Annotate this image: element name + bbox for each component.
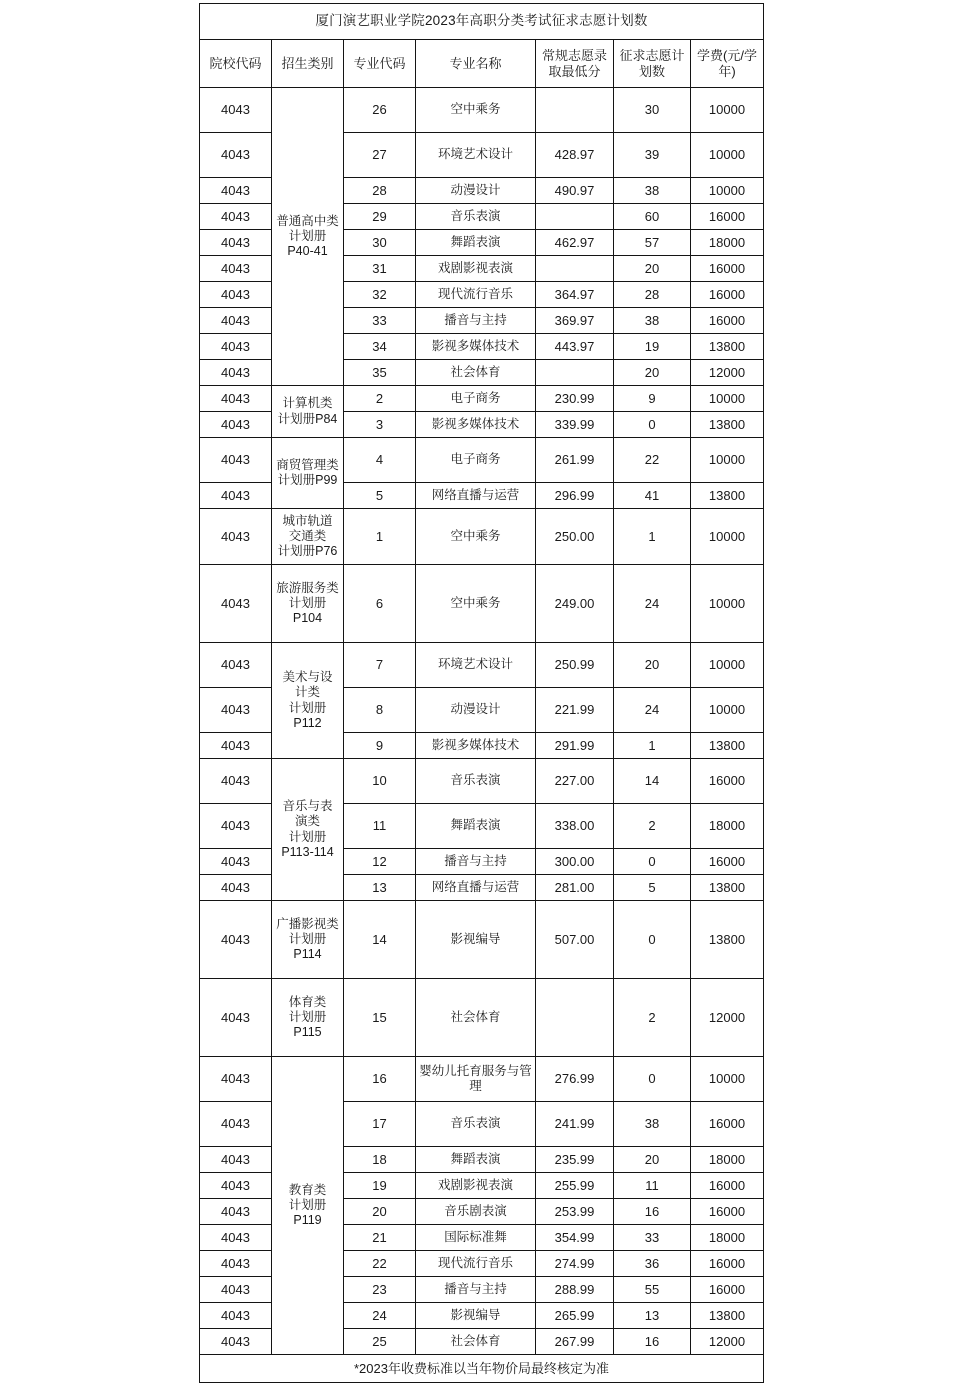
school-code-cell: 4043 [200, 256, 272, 282]
tuition-cell: 13800 [691, 334, 764, 360]
major-code-cell: 20 [344, 1199, 416, 1225]
major-name-cell: 空中乘务 [416, 509, 536, 565]
tuition-cell: 13800 [691, 733, 764, 759]
school-code-cell: 4043 [200, 282, 272, 308]
school-code-cell: 4043 [200, 875, 272, 901]
min-score-cell: 300.00 [536, 849, 614, 875]
school-code-cell: 4043 [200, 1303, 272, 1329]
major-name-cell: 网络直播与运营 [416, 875, 536, 901]
category-cell: 商贸管理类 计划册P99 [272, 438, 344, 509]
major-code-cell: 11 [344, 804, 416, 849]
min-score-cell: 274.99 [536, 1251, 614, 1277]
tuition-cell: 13800 [691, 901, 764, 979]
min-score-cell: 265.99 [536, 1303, 614, 1329]
school-code-cell: 4043 [200, 733, 272, 759]
school-code-cell: 4043 [200, 360, 272, 386]
major-code-cell: 31 [344, 256, 416, 282]
school-code-cell: 4043 [200, 849, 272, 875]
major-name-cell: 音乐表演 [416, 1102, 536, 1147]
plan-count-cell: 57 [614, 230, 691, 256]
plan-count-cell: 33 [614, 1225, 691, 1251]
plan-count-cell: 0 [614, 1057, 691, 1102]
major-name-cell: 影视编导 [416, 1303, 536, 1329]
major-code-cell: 26 [344, 88, 416, 133]
plan-count-cell: 0 [614, 849, 691, 875]
min-score-cell: 281.00 [536, 875, 614, 901]
major-name-cell: 动漫设计 [416, 688, 536, 733]
min-score-cell [536, 204, 614, 230]
major-code-cell: 15 [344, 979, 416, 1057]
tuition-cell: 13800 [691, 1303, 764, 1329]
min-score-cell [536, 979, 614, 1057]
tuition-cell: 10000 [691, 565, 764, 643]
plan-count-cell: 20 [614, 643, 691, 688]
school-code-cell: 4043 [200, 178, 272, 204]
major-code-cell: 1 [344, 509, 416, 565]
table-row [200, 1057, 764, 1102]
plan-count-cell: 38 [614, 1102, 691, 1147]
plan-count-cell: 0 [614, 412, 691, 438]
major-code-cell: 28 [344, 178, 416, 204]
major-name-cell: 现代流行音乐 [416, 282, 536, 308]
tuition-cell: 16000 [691, 1102, 764, 1147]
major-name-cell: 社会体育 [416, 360, 536, 386]
tuition-cell: 12000 [691, 360, 764, 386]
major-code-cell: 6 [344, 565, 416, 643]
plan-count-cell: 14 [614, 759, 691, 804]
major-name-cell: 空中乘务 [416, 565, 536, 643]
major-code-cell: 34 [344, 334, 416, 360]
category-cell: 广播影视类 计划册 P114 [272, 901, 344, 979]
major-name-cell: 婴幼儿托育服务与管理 [416, 1057, 536, 1102]
plan-count-cell: 39 [614, 133, 691, 178]
footer-note: *2023年收费标准以当年物价局最终核定为准 [200, 1355, 764, 1383]
table-row [200, 88, 764, 133]
plan-count-cell: 11 [614, 1173, 691, 1199]
major-code-cell: 30 [344, 230, 416, 256]
min-score-cell: 235.99 [536, 1147, 614, 1173]
major-code-cell: 35 [344, 360, 416, 386]
min-score-cell: 364.97 [536, 282, 614, 308]
min-score-cell: 354.99 [536, 1225, 614, 1251]
tuition-cell: 12000 [691, 979, 764, 1057]
plan-count-cell: 38 [614, 308, 691, 334]
major-name-cell: 播音与主持 [416, 1277, 536, 1303]
min-score-cell: 507.00 [536, 901, 614, 979]
tuition-cell: 18000 [691, 1225, 764, 1251]
tuition-cell: 13800 [691, 875, 764, 901]
school-code-cell: 4043 [200, 1147, 272, 1173]
column-header-1: 招生类别 [272, 40, 344, 88]
tuition-cell: 10000 [691, 688, 764, 733]
min-score-cell [536, 256, 614, 282]
min-score-cell: 490.97 [536, 178, 614, 204]
tuition-cell: 12000 [691, 1329, 764, 1355]
min-score-cell: 443.97 [536, 334, 614, 360]
plan-count-cell: 41 [614, 483, 691, 509]
min-score-cell: 339.99 [536, 412, 614, 438]
school-code-cell: 4043 [200, 88, 272, 133]
major-name-cell: 电子商务 [416, 386, 536, 412]
major-name-cell: 环境艺术设计 [416, 643, 536, 688]
plan-count-cell: 19 [614, 334, 691, 360]
major-code-cell: 8 [344, 688, 416, 733]
min-score-cell: 296.99 [536, 483, 614, 509]
major-code-cell: 3 [344, 412, 416, 438]
min-score-cell [536, 360, 614, 386]
category-cell: 普通高中类 计划册 P40-41 [272, 88, 344, 386]
major-name-cell: 社会体育 [416, 979, 536, 1057]
column-header-5: 征求志愿计划数 [614, 40, 691, 88]
plan-count-cell: 55 [614, 1277, 691, 1303]
min-score-cell: 250.99 [536, 643, 614, 688]
major-name-cell: 现代流行音乐 [416, 1251, 536, 1277]
min-score-cell: 241.99 [536, 1102, 614, 1147]
major-code-cell: 21 [344, 1225, 416, 1251]
major-code-cell: 23 [344, 1277, 416, 1303]
school-code-cell: 4043 [200, 804, 272, 849]
major-code-cell: 18 [344, 1147, 416, 1173]
category-cell: 音乐与表 演类 计划册 P113-114 [272, 759, 344, 901]
plan-count-cell: 24 [614, 565, 691, 643]
tuition-cell: 10000 [691, 386, 764, 412]
school-code-cell: 4043 [200, 133, 272, 178]
major-code-cell: 33 [344, 308, 416, 334]
min-score-cell: 462.97 [536, 230, 614, 256]
school-code-cell: 4043 [200, 901, 272, 979]
plan-count-cell: 20 [614, 360, 691, 386]
major-code-cell: 7 [344, 643, 416, 688]
tuition-cell: 10000 [691, 133, 764, 178]
school-code-cell: 4043 [200, 1102, 272, 1147]
plan-count-cell: 16 [614, 1199, 691, 1225]
major-name-cell: 舞蹈表演 [416, 804, 536, 849]
school-code-cell: 4043 [200, 483, 272, 509]
min-score-cell: 250.00 [536, 509, 614, 565]
tuition-cell: 18000 [691, 804, 764, 849]
footer-row [200, 1355, 764, 1383]
min-score-cell: 276.99 [536, 1057, 614, 1102]
tuition-cell: 18000 [691, 230, 764, 256]
major-code-cell: 13 [344, 875, 416, 901]
plan-table-container [199, 3, 763, 1383]
tuition-cell: 10000 [691, 88, 764, 133]
plan-count-cell: 9 [614, 386, 691, 412]
school-code-cell: 4043 [200, 308, 272, 334]
tuition-cell: 16000 [691, 759, 764, 804]
table-header-row [200, 40, 764, 88]
school-code-cell: 4043 [200, 334, 272, 360]
min-score-cell [536, 88, 614, 133]
school-code-cell: 4043 [200, 1057, 272, 1102]
tuition-cell: 16000 [691, 282, 764, 308]
major-name-cell: 影视多媒体技术 [416, 412, 536, 438]
major-name-cell: 舞蹈表演 [416, 1147, 536, 1173]
min-score-cell: 267.99 [536, 1329, 614, 1355]
major-name-cell: 网络直播与运营 [416, 483, 536, 509]
table-row [200, 901, 764, 979]
major-name-cell: 播音与主持 [416, 308, 536, 334]
tuition-cell: 16000 [691, 204, 764, 230]
admission-plan-table [199, 3, 764, 1383]
major-name-cell: 影视编导 [416, 901, 536, 979]
tuition-cell: 16000 [691, 308, 764, 334]
school-code-cell: 4043 [200, 230, 272, 256]
table-row [200, 509, 764, 565]
min-score-cell: 338.00 [536, 804, 614, 849]
tuition-cell: 16000 [691, 1277, 764, 1303]
school-code-cell: 4043 [200, 688, 272, 733]
plan-count-cell: 16 [614, 1329, 691, 1355]
major-code-cell: 19 [344, 1173, 416, 1199]
major-code-cell: 2 [344, 386, 416, 412]
column-header-0: 院校代码 [200, 40, 272, 88]
tuition-cell: 16000 [691, 1199, 764, 1225]
major-code-cell: 5 [344, 483, 416, 509]
min-score-cell: 221.99 [536, 688, 614, 733]
plan-count-cell: 28 [614, 282, 691, 308]
major-name-cell: 播音与主持 [416, 849, 536, 875]
school-code-cell: 4043 [200, 386, 272, 412]
category-cell: 体育类 计划册 P115 [272, 979, 344, 1057]
school-code-cell: 4043 [200, 643, 272, 688]
category-cell: 计算机类 计划册P84 [272, 386, 344, 438]
tuition-cell: 13800 [691, 483, 764, 509]
min-score-cell: 288.99 [536, 1277, 614, 1303]
plan-count-cell: 1 [614, 509, 691, 565]
major-code-cell: 12 [344, 849, 416, 875]
major-code-cell: 32 [344, 282, 416, 308]
column-header-3: 专业名称 [416, 40, 536, 88]
major-code-cell: 25 [344, 1329, 416, 1355]
major-code-cell: 14 [344, 901, 416, 979]
min-score-cell: 255.99 [536, 1173, 614, 1199]
tuition-cell: 16000 [691, 1173, 764, 1199]
major-name-cell: 音乐表演 [416, 204, 536, 230]
major-name-cell: 戏剧影视表演 [416, 256, 536, 282]
page-title: 厦门演艺职业学院2023年高职分类考试征求志愿计划数 [200, 4, 764, 40]
min-score-cell: 227.00 [536, 759, 614, 804]
major-name-cell: 环境艺术设计 [416, 133, 536, 178]
category-cell: 城市轨道 交通类 计划册P76 [272, 509, 344, 565]
school-code-cell: 4043 [200, 565, 272, 643]
major-name-cell: 社会体育 [416, 1329, 536, 1355]
plan-count-cell: 1 [614, 733, 691, 759]
tuition-cell: 10000 [691, 178, 764, 204]
table-row [200, 565, 764, 643]
min-score-cell: 253.99 [536, 1199, 614, 1225]
major-name-cell: 国际标准舞 [416, 1225, 536, 1251]
major-name-cell: 音乐剧表演 [416, 1199, 536, 1225]
major-name-cell: 舞蹈表演 [416, 230, 536, 256]
plan-count-cell: 2 [614, 804, 691, 849]
title-row [200, 4, 764, 40]
major-name-cell: 影视多媒体技术 [416, 733, 536, 759]
major-name-cell: 影视多媒体技术 [416, 334, 536, 360]
major-code-cell: 27 [344, 133, 416, 178]
table-row [200, 386, 764, 412]
table-row [200, 643, 764, 688]
tuition-cell: 10000 [691, 643, 764, 688]
table-row [200, 759, 764, 804]
plan-count-cell: 20 [614, 1147, 691, 1173]
tuition-cell: 18000 [691, 1147, 764, 1173]
plan-count-cell: 24 [614, 688, 691, 733]
major-name-cell: 动漫设计 [416, 178, 536, 204]
min-score-cell: 261.99 [536, 438, 614, 483]
category-cell: 教育类 计划册 P119 [272, 1057, 344, 1355]
plan-count-cell: 2 [614, 979, 691, 1057]
min-score-cell: 369.97 [536, 308, 614, 334]
plan-count-cell: 5 [614, 875, 691, 901]
major-name-cell: 戏剧影视表演 [416, 1173, 536, 1199]
major-code-cell: 9 [344, 733, 416, 759]
table-row [200, 979, 764, 1057]
school-code-cell: 4043 [200, 509, 272, 565]
category-cell: 美术与设 计类 计划册 P112 [272, 643, 344, 759]
plan-count-cell: 20 [614, 256, 691, 282]
school-code-cell: 4043 [200, 438, 272, 483]
tuition-cell: 10000 [691, 438, 764, 483]
major-name-cell: 空中乘务 [416, 88, 536, 133]
tuition-cell: 13800 [691, 412, 764, 438]
school-code-cell: 4043 [200, 1251, 272, 1277]
column-header-2: 专业代码 [344, 40, 416, 88]
major-code-cell: 29 [344, 204, 416, 230]
tuition-cell: 16000 [691, 256, 764, 282]
school-code-cell: 4043 [200, 1329, 272, 1355]
major-code-cell: 22 [344, 1251, 416, 1277]
major-code-cell: 4 [344, 438, 416, 483]
column-header-6: 学费(元/学年) [691, 40, 764, 88]
plan-count-cell: 22 [614, 438, 691, 483]
school-code-cell: 4043 [200, 1277, 272, 1303]
plan-count-cell: 38 [614, 178, 691, 204]
school-code-cell: 4043 [200, 1199, 272, 1225]
major-code-cell: 17 [344, 1102, 416, 1147]
school-code-cell: 4043 [200, 759, 272, 804]
school-code-cell: 4043 [200, 412, 272, 438]
tuition-cell: 10000 [691, 509, 764, 565]
tuition-cell: 10000 [691, 1057, 764, 1102]
school-code-cell: 4043 [200, 1173, 272, 1199]
min-score-cell: 291.99 [536, 733, 614, 759]
min-score-cell: 249.00 [536, 565, 614, 643]
major-name-cell: 音乐表演 [416, 759, 536, 804]
school-code-cell: 4043 [200, 204, 272, 230]
plan-count-cell: 60 [614, 204, 691, 230]
category-cell: 旅游服务类 计划册 P104 [272, 565, 344, 643]
plan-count-cell: 13 [614, 1303, 691, 1329]
school-code-cell: 4043 [200, 979, 272, 1057]
plan-count-cell: 0 [614, 901, 691, 979]
plan-count-cell: 30 [614, 88, 691, 133]
tuition-cell: 16000 [691, 1251, 764, 1277]
plan-count-cell: 36 [614, 1251, 691, 1277]
column-header-4: 常规志愿录取最低分 [536, 40, 614, 88]
major-code-cell: 10 [344, 759, 416, 804]
major-name-cell: 电子商务 [416, 438, 536, 483]
major-code-cell: 24 [344, 1303, 416, 1329]
major-code-cell: 16 [344, 1057, 416, 1102]
tuition-cell: 16000 [691, 849, 764, 875]
school-code-cell: 4043 [200, 1225, 272, 1251]
min-score-cell: 230.99 [536, 386, 614, 412]
min-score-cell: 428.97 [536, 133, 614, 178]
table-row [200, 438, 764, 483]
